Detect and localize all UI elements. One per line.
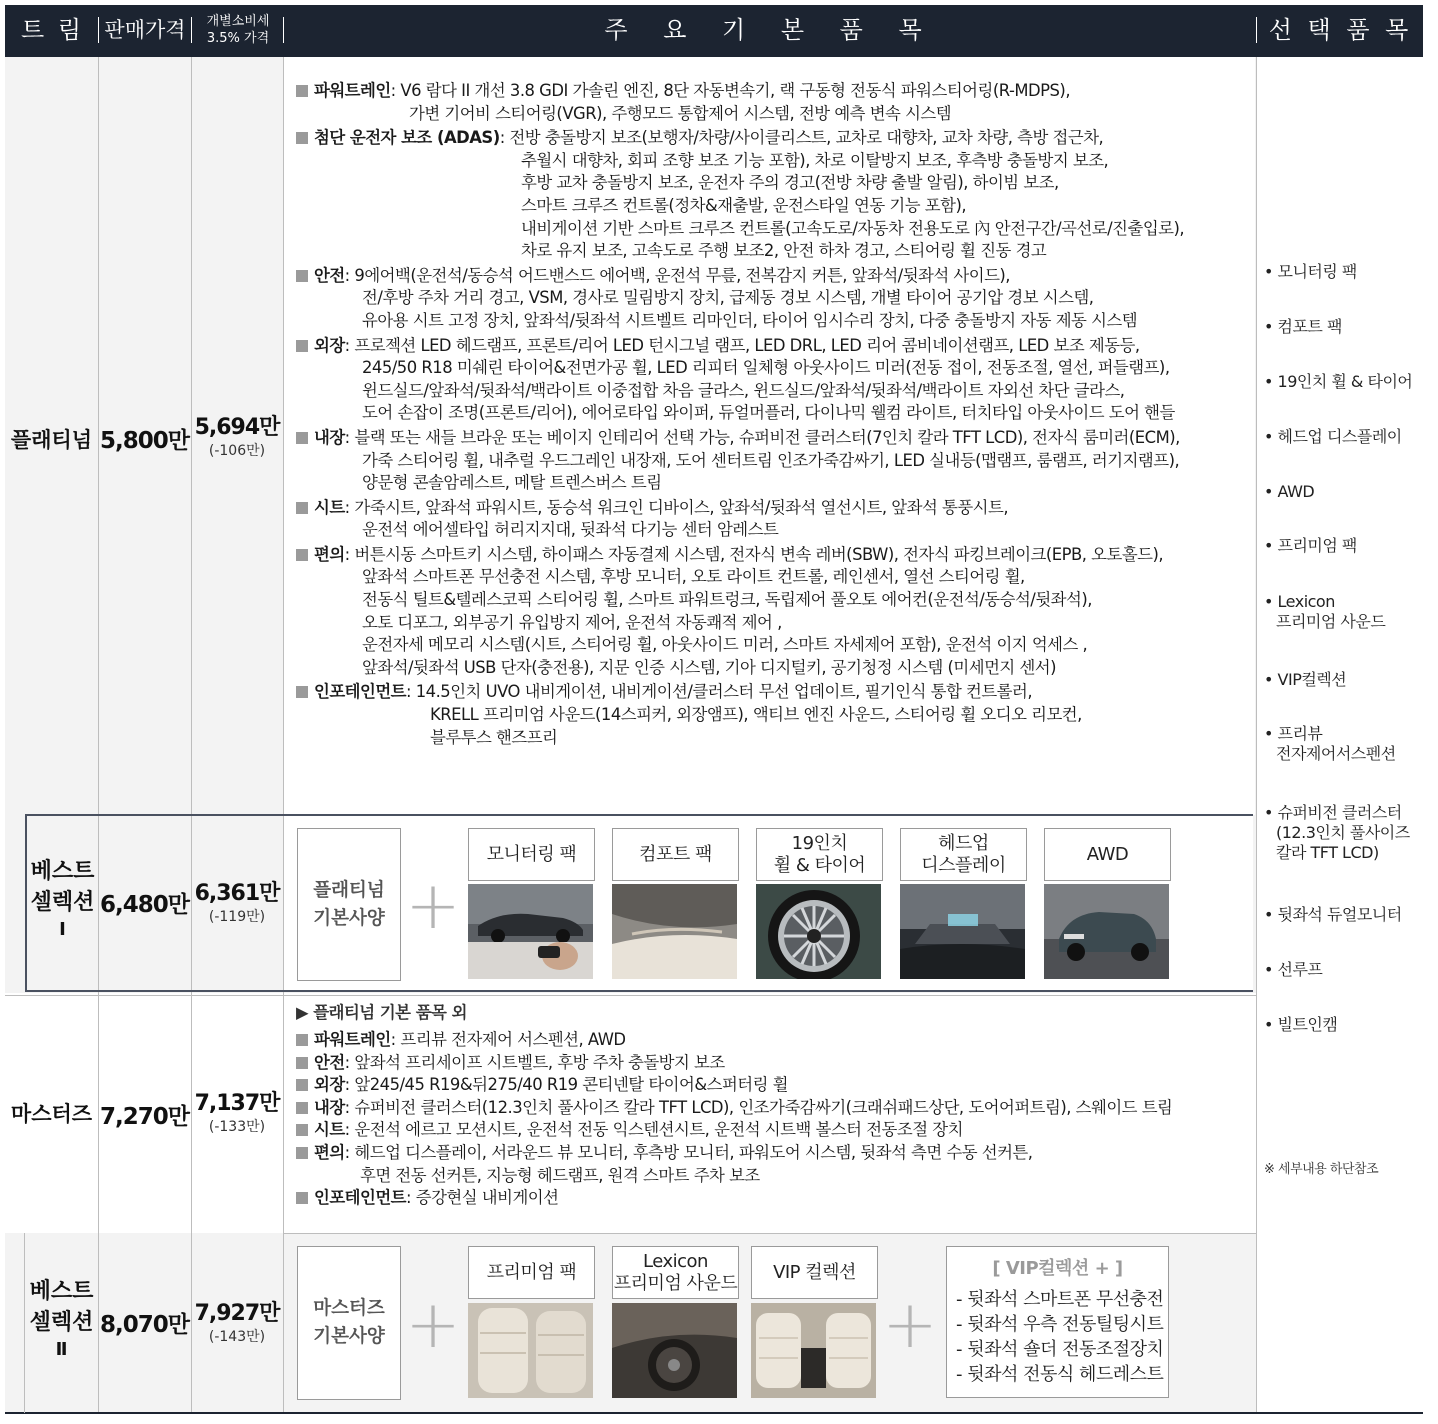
feature-text: KRELL 프리미엄 사운드(14스피커, 외장앰프), 액티브 엔진 사운드, 스티어링 휠 오디오 리모컨, [430, 705, 1082, 725]
feature-text: : V6 람다 II 개선 3.8 GDI 가솔린 엔진, 8단 자동변속기, 랙 구동형 전동식 파워스티어링(R-MDPS), [390, 81, 1071, 100]
square-bullet-icon [296, 340, 308, 352]
price-platinum: 5,800만 [100, 428, 189, 454]
options-note: ※ 세부내용 하단참조 [1264, 1162, 1379, 1177]
feature-text: : 버튼시동 스마트키 시스템, 하이패스 자동결제 시스템, 전자식 변속 레버(SBW), 전자식 파킹브레이크(EPB, 오토홀드), [344, 544, 1164, 564]
feature-text: 가죽 스티어링 휠, 내추럴 우드그레인 내장재, 도어 센터트림 인조가죽감싸기, LED 실내등(맵램프, 룸램프, 러기지램프), [362, 450, 1180, 470]
plus-icon: + [405, 867, 461, 944]
plus-icon: + [405, 1286, 461, 1363]
feature-group [296, 544, 1251, 680]
feature-label: 시트 [314, 497, 345, 517]
column-line [191, 57, 192, 1413]
feature-text: 가변 기어비 스티어링(VGR), 주행모드 통합제어 시스템, 전방 예측 변속 시스템 [409, 103, 952, 123]
awd-photo [1044, 884, 1169, 979]
feature-group [296, 1052, 1251, 1075]
feature-text: : 전방 충돌방지 보조(보행자/차량/사이클리스트, 교차로 대향차, 교차 차량, 측방 접근차, [499, 128, 1104, 148]
option-item: • VIP컬렉션 [1264, 670, 1347, 689]
feature-label: 안전 [314, 265, 345, 285]
trim-masters: 마스터즈 [10, 1102, 93, 1126]
option-item: • 19인치 휠 & 타이어 [1264, 372, 1413, 391]
column-line [1256, 57, 1257, 1413]
best2-item-lexicon: Lexicon 프리미엄 사운드 [612, 1246, 739, 1299]
option-item: • 모니터링 팩 [1264, 262, 1357, 281]
feature-group [296, 1187, 1251, 1210]
masters-intro: ▶ 플래티넘 기본 품목 외 [296, 1003, 467, 1022]
feature-group [296, 427, 1251, 495]
feature-text: 운전석 에어셀타입 허리지지대, 뒷좌석 다기능 센터 암레스트 [362, 520, 779, 540]
header-divider [191, 17, 192, 43]
feature-group [296, 265, 1251, 333]
best2-item-vip: VIP 컬렉션 [751, 1246, 878, 1299]
header-divider [283, 17, 284, 43]
feature-text: 오토 디포그, 외부공기 유입방지 제어, 운전석 자동쾌적 제어 , [362, 612, 782, 632]
option-item: • 선루프 [1264, 960, 1323, 979]
feature-text: : 가죽시트, 앞좌석 파워시트, 동승석 워크인 디바이스, 앞좌석/뒷좌석 열선시트, 앞좌석 통풍시트, [344, 497, 1009, 517]
feature-group [296, 1142, 1251, 1187]
feature-text: : 슈퍼비전 클러스터(12.3인치 풀사이즈 칼라 TFT LCD), 인조가죽감싸기(크래쉬패드상단, 도어어퍼트림), 스웨이드 트림 [344, 1097, 1173, 1117]
masters-features [296, 1029, 1251, 1210]
feature-group [296, 1029, 1251, 1052]
trim-best2: 베스트 셀렉션 Ⅱ [29, 1279, 94, 1360]
option-item: • 프리뷰 전자제어서스펜션 [1264, 724, 1396, 763]
feature-label: 파워트레인 [314, 81, 391, 100]
header-price: 판매가격 [104, 18, 186, 42]
table-header [5, 5, 1423, 55]
best1-base-spec: 플래티넘 기본사양 [297, 828, 401, 981]
tax-price-best2: 7,927만 [194, 1301, 280, 1326]
square-bullet-icon [296, 1079, 308, 1091]
feature-label: 인포테인먼트 [314, 1188, 406, 1208]
row-line [283, 1233, 1256, 1234]
feature-label: 시트 [314, 1120, 345, 1140]
header-options: 선 택 품 목 [1268, 16, 1413, 44]
feature-text: 양문형 콘솔암레스트, 메탈 트렌스버스 트림 [362, 473, 662, 493]
square-bullet-icon [296, 549, 308, 561]
option-item: • 뒷좌석 듀얼모니터 [1264, 905, 1402, 924]
tax-price-platinum: 5,694만 [194, 415, 280, 440]
tax-diff-platinum: (-106만) [208, 443, 266, 459]
wheel-tire-photo [756, 884, 881, 979]
header-divider [98, 17, 99, 43]
feature-group [296, 127, 1251, 263]
header-divider [1256, 17, 1257, 43]
trim-platinum: 플래티넘 [10, 428, 93, 452]
feature-group [296, 681, 1251, 749]
square-bullet-icon [296, 85, 308, 97]
header-tax-price: 개별소비세 3.5% 가격 [206, 14, 270, 46]
vip-collection-photo [751, 1303, 876, 1398]
table-bottom-line [5, 1412, 1423, 1414]
trim-best1: 베스트 셀렉션 Ⅰ [30, 859, 95, 940]
vip-plus-box [946, 1246, 1169, 1398]
square-bullet-icon [296, 1192, 308, 1204]
column-line [283, 816, 284, 990]
option-item: • AWD [1264, 482, 1315, 501]
plus-icon: + [882, 1286, 938, 1363]
price-masters: 7,270만 [100, 1104, 189, 1130]
square-bullet-icon [296, 1102, 308, 1114]
feature-text: 전동식 틸트&텔레스코픽 스티어링 휠, 스마트 파워트렁크, 독립제어 풀오토 에어컨(운전석/동승석/뒷좌석), [362, 590, 1092, 610]
feature-label: 편의 [314, 544, 345, 564]
feature-text: 윈드실드/앞좌석/뒷좌석/백라이트 이중접합 차음 글라스, 윈드실드/앞좌석/뒷좌석/백라이트 자외선 차단 글라스, [362, 380, 1125, 400]
best2-base-spec: 마스터즈 기본사양 [297, 1246, 401, 1400]
square-bullet-icon [296, 132, 308, 144]
feature-label: 내장 [314, 1097, 345, 1117]
square-bullet-icon [296, 270, 308, 282]
feature-text: : 앞좌석 프리세이프 시트벨트, 후방 주차 충돌방지 보조 [344, 1052, 725, 1072]
square-bullet-icon [296, 686, 308, 698]
square-bullet-icon [296, 1057, 308, 1069]
feature-text: 운전자세 메모리 시스템(시트, 스티어링 휠, 아웃사이드 미러, 스마트 자세제어 포함), 운전석 이지 억세스 , [362, 635, 1088, 655]
lexicon-sound-photo [612, 1303, 737, 1398]
premium-pack-photo [468, 1303, 593, 1398]
feature-label: 외장 [314, 335, 345, 355]
feature-text: : 프로젝션 LED 헤드램프, 프론트/리어 LED 턴시그널 램프, LED DRL, LED 리어 콤비네이션램프, LED 보조 제동등, [344, 335, 1140, 355]
option-item: • 슈퍼비전 클러스터 (12.3인치 풀사이즈 칼라 TFT LCD) [1264, 803, 1410, 862]
feature-group [296, 497, 1251, 542]
feature-text: 유아용 시트 고정 장치, 앞좌석/뒷좌석 시트벨트 리마인더, 타이어 임시수리 장치, 다중 충돌방지 자동 제동 시스템 [362, 310, 1138, 330]
square-bullet-icon [296, 1124, 308, 1136]
feature-text: : 프리뷰 전자제어 서스펜션, AWD [390, 1030, 626, 1049]
feature-text: 전/후방 주차 거리 경고, VSM, 경사로 밀림방지 장치, 급제동 경보 시스템, 개별 타이어 공기압 경보 시스템, [362, 288, 1094, 308]
best2-item-premium: 프리미엄 팩 [468, 1246, 595, 1299]
option-item: • Lexicon 프리미엄 사운드 [1264, 592, 1386, 631]
header-trim: 트 림 [21, 16, 84, 44]
feature-group [296, 80, 1251, 125]
feature-text: : 운전석 에르고 모션시트, 운전석 전동 익스텐션시트, 운전석 시트백 볼스터 전동조절 장치 [344, 1120, 963, 1140]
tax-price-best1: 6,361만 [194, 881, 280, 906]
feature-text: 앞좌석 스마트폰 무선충전 시스템, 후방 모니터, 오토 라이트 컨트롤, 레인센서, 열선 스티어링 휠, [362, 567, 1025, 587]
best1-item-awd: AWD [1044, 828, 1171, 881]
header-main-items: 주 요 기 본 품 목 [604, 16, 936, 44]
square-bullet-icon [296, 1147, 308, 1159]
head-up-display-photo [900, 884, 1025, 979]
feature-text: 스마트 크루즈 컨트롤(정차&재출발, 운전스타일 연동 기능 포함), [521, 195, 967, 215]
column-line [98, 57, 99, 1413]
feature-text: : 증강현실 내비게이션 [406, 1188, 559, 1208]
feature-label: 외장 [314, 1075, 345, 1095]
vip-plus-item: - 뒷좌석 전동식 헤드레스트 [956, 1364, 1164, 1385]
feature-text: : 14.5인치 UVO 내비게이션, 내비게이션/클러스터 무선 업데이트, 필기인식 통합 컨트롤러, [406, 682, 1033, 702]
feature-text: : 앞245/45 R19&뒤275/40 R19 콘티넨탈 타이어&스퍼터링 휠 [344, 1075, 788, 1095]
feature-text: 245/50 R18 미쉐린 타이어&전면가공 휠, LED 리피터 일체형 아웃사이드 미러(전동 접이, 전동조절, 열선, 퍼들램프), [362, 358, 1170, 378]
column-line [283, 57, 284, 1413]
feature-text: 추월시 대향차, 회피 조향 보조 기능 포함), 차로 이탈방지 보조, 후측방 충돌방지 보조, [521, 150, 1109, 170]
feature-text: 차로 유지 보조, 고속도로 주행 보조2, 안전 하차 경고, 스티어링 휠 진동 경고 [521, 241, 1047, 261]
platinum-features [296, 80, 1251, 751]
square-bullet-icon [296, 1034, 308, 1046]
vip-plus-title: [ VIP컬렉션 + ] [992, 1258, 1123, 1279]
square-bullet-icon [296, 432, 308, 444]
best1-item-monitoring: 모니터링 팩 [468, 828, 595, 881]
feature-text: : 헤드업 디스플레이, 서라운드 뷰 모니터, 후측방 모니터, 파워도어 시스템, 뒷좌석 측면 수동 선커튼, [344, 1142, 1033, 1162]
vip-plus-item: - 뒷좌석 우측 전동틸팅시트 [956, 1314, 1164, 1335]
option-item: • 헤드업 디스플레이 [1264, 427, 1402, 446]
feature-text: : 9에어백(운전석/동승석 어드밴스드 에어백, 운전석 무릎, 전복감지 커튼, 앞좌석/뒷좌석 사이드), [344, 265, 1011, 285]
comfort-pack-photo [612, 884, 737, 979]
feature-label: 내장 [314, 427, 345, 447]
best1-item-hud: 헤드업 디스플레이 [900, 828, 1027, 881]
feature-group [296, 1119, 1251, 1142]
option-item: • 프리미엄 팩 [1264, 536, 1357, 555]
feature-text: 후방 교차 충돌방지 보조, 운전자 주의 경고(전방 차량 출발 알림), 하이빔 보조, [521, 173, 1059, 193]
option-item: • 빌트인캠 [1264, 1015, 1338, 1034]
best1-item-comfort: 컴포트 팩 [612, 828, 739, 881]
feature-label: 안전 [314, 1052, 345, 1072]
price-best1: 6,480만 [100, 892, 189, 918]
feature-label: 첨단 운전자 보조 (ADAS) [314, 128, 500, 148]
monitoring-pack-photo [468, 884, 593, 979]
vip-plus-item: - 뒷좌석 숄더 전동조절장치 [956, 1339, 1164, 1360]
tax-price-masters: 7,137만 [194, 1091, 280, 1116]
tax-diff-best1: (-119만) [208, 909, 266, 925]
feature-group [296, 1097, 1251, 1120]
feature-text: 후면 전동 선커튼, 지능형 헤드램프, 원격 스마트 주차 보조 [360, 1165, 760, 1185]
feature-label: 파워트레인 [314, 1030, 391, 1049]
feature-group [296, 1074, 1251, 1097]
vip-plus-item: - 뒷좌석 스마트폰 무선충전 [956, 1289, 1164, 1310]
price-best2: 8,070만 [100, 1312, 189, 1338]
feature-text: : 블랙 또는 새들 브라운 또는 베이지 인테리어 선택 가능, 슈퍼비전 클러스터(7인치 칼라 TFT LCD), 전자식 룸미러(ECM), [344, 427, 1180, 447]
feature-text: 앞좌석/뒷좌석 USB 단자(충전용), 지문 인증 시스템, 기아 디지털키, 공기청정 시스템 (미세먼지 센서) [362, 657, 1057, 677]
square-bullet-icon [296, 502, 308, 514]
row-line [5, 995, 1256, 996]
best1-item-wheel: 19인치 휠 & 타이어 [756, 828, 883, 881]
feature-text: 내비게이션 기반 스마트 크루즈 컨트롤(고속도로/자동차 전용도로 內 안전구간/곡선로/진출입로), [521, 218, 1185, 238]
feature-text: 도어 손잡이 조명(프론트/리어), 에어로타입 와이퍼, 듀얼머플러, 다이나믹 웰컴 라이트, 터치타입 아웃사이드 도어 핸들 [362, 403, 1175, 423]
feature-group [296, 335, 1251, 425]
feature-text: 블루투스 핸즈프리 [430, 727, 558, 747]
feature-label: 인포테인먼트 [314, 682, 406, 702]
option-item: • 컴포트 팩 [1264, 317, 1342, 336]
tax-diff-masters: (-133만) [208, 1119, 266, 1135]
feature-label: 편의 [314, 1142, 345, 1162]
tax-diff-best2: (-143만) [208, 1329, 266, 1345]
